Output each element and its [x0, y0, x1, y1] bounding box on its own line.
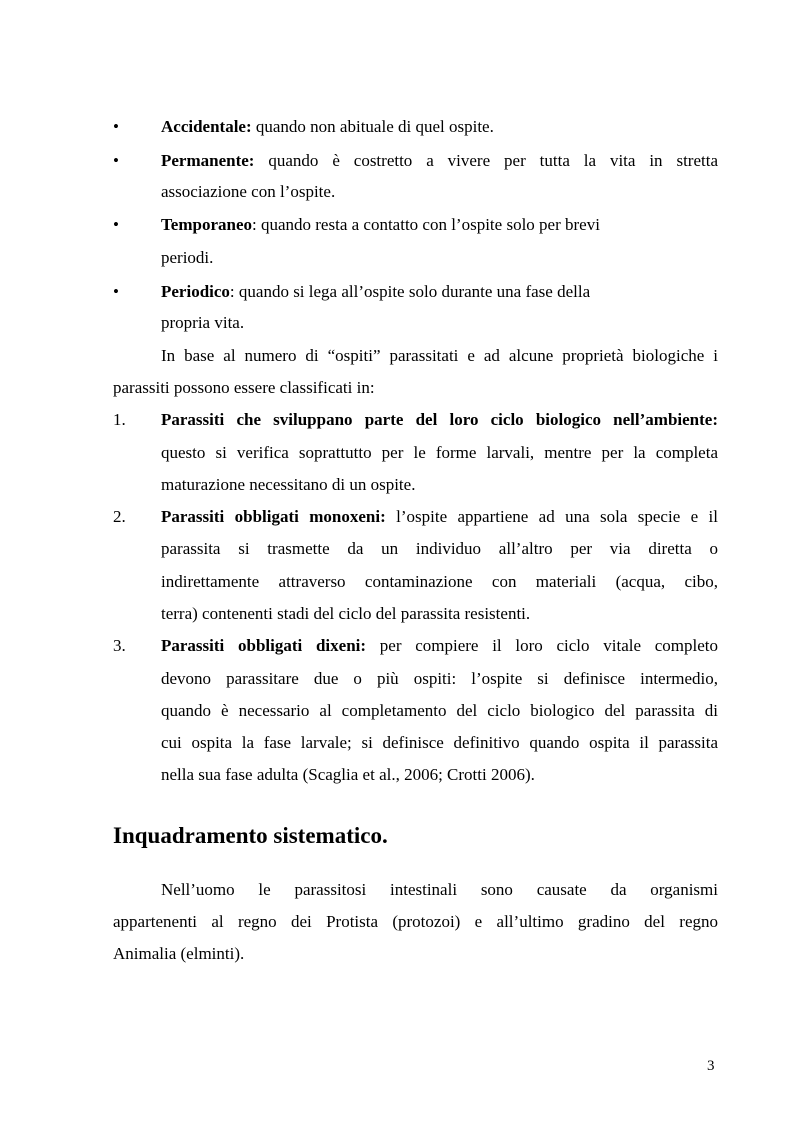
item3-line5: nella sua fase adulta (Scaglia et al., 2006; Crotti 2006).: [161, 765, 535, 784]
item2-line2: parassita si trasmette da un individuo all’altro per via diretta o: [161, 539, 718, 558]
item1-line3: maturazione necessitano di un ospite.: [161, 475, 416, 494]
section-para-line2: appartenenti al regno dei Protista (protozoi) e all’ultimo gradino del regno: [113, 912, 718, 931]
item3-line4: cui ospita la fase larvale; si definisce definitivo quando ospita il parassita: [161, 733, 718, 752]
item1-line2: questo si verifica soprattutto per le forme larvali, mentre per la completa: [161, 443, 718, 462]
term-permanente: Permanente:: [161, 151, 255, 170]
intro-line1: In base al numero di “ospiti” parassitati e ad alcune proprietà biologiche i: [161, 346, 718, 365]
bullet-permanente: [161, 151, 718, 171]
term-periodico: Periodico: [161, 282, 230, 301]
item3-line1-rest: per compiere il loro ciclo vitale completo: [366, 636, 718, 655]
item-number: 1.: [113, 410, 126, 429]
desc-temporaneo-line1: : quando resta a contatto con l’ospite solo per brevi: [252, 215, 600, 234]
desc-permanente-line1: quando è costretto a vivere per tutta la vita in stretta: [254, 151, 718, 170]
bullet-temporaneo: [161, 215, 600, 235]
item2-line3: indirettamente attraverso contaminazione con materiali (acqua, cibo,: [161, 572, 718, 591]
desc-permanente-line2: associazione con l’ospite.: [161, 182, 336, 201]
item2-term: Parassiti obbligati monoxeni:: [161, 507, 386, 526]
bullet-accidentale: [161, 117, 494, 137]
item2-line1-rest: l’ospite appartiene ad una sola specie e il: [385, 507, 718, 526]
item1-line1: [161, 410, 718, 430]
desc-temporaneo-line2: periodi.: [161, 248, 214, 267]
intro-line2: parassiti possono essere classificati in:: [113, 378, 375, 397]
desc-accidentale: quando non abituale di quel ospite.: [251, 117, 494, 136]
item3-line1: [161, 636, 718, 656]
term-accidentale: Accidentale:: [161, 117, 252, 136]
item3-line2: devono parassitare due o più ospiti: l’ospite si definisce intermedio,: [161, 669, 718, 688]
bullet-periodico: [161, 282, 590, 302]
item-number: 3.: [113, 636, 126, 655]
item1-term: Parassiti che sviluppano parte del loro ciclo biologico nell’ambiente:: [161, 410, 718, 429]
desc-periodico-line1: : quando si lega all’ospite solo durante una fase della: [229, 282, 591, 301]
bullet-marker: •: [113, 117, 119, 136]
item3-term: Parassiti obbligati dixeni:: [161, 636, 367, 655]
section-para-line1: Nell’uomo le parassitosi intestinali sono causate da organismi: [161, 880, 718, 899]
bullet-marker: •: [113, 215, 119, 234]
item-number: 2.: [113, 507, 126, 526]
item2-line1: [161, 507, 718, 527]
item3-line3: quando è necessario al completamento del ciclo biologico del parassita di: [161, 701, 718, 720]
item2-line4: terra) contenenti stadi del ciclo del parassita resistenti.: [161, 604, 531, 623]
desc-periodico-line2: propria vita.: [161, 313, 245, 332]
section-heading: Inquadramento sistematico.: [113, 823, 388, 848]
section-para-line3: Animalia (elminti).: [113, 944, 245, 963]
term-temporaneo: Temporaneo: [161, 215, 252, 234]
page-number: 3: [707, 1058, 715, 1074]
bullet-marker: •: [113, 282, 119, 301]
bullet-marker: •: [113, 151, 119, 170]
